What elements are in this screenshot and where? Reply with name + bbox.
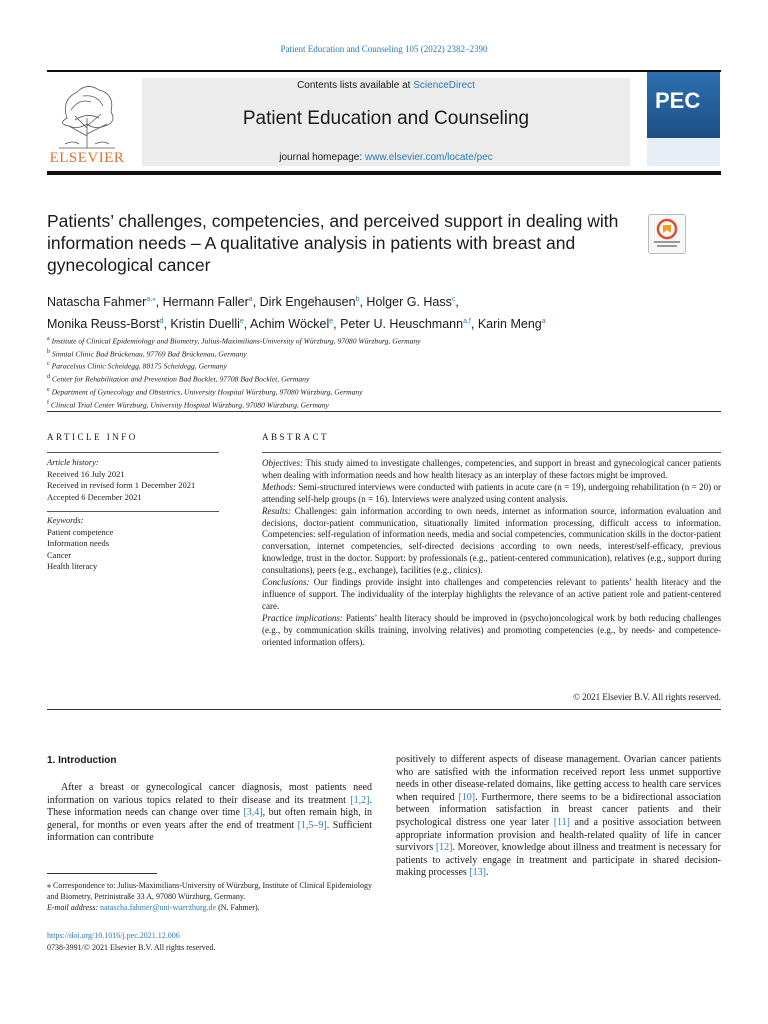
section-rule — [47, 411, 721, 412]
header-rule — [47, 70, 721, 72]
citation-link[interactable]: [10] — [458, 791, 476, 803]
author[interactable]: Dirk Engehausen$^b$ — [259, 295, 360, 310]
keyword: Cancer — [47, 549, 72, 560]
history-item: Received in revised form 1 December 2021 — [47, 480, 196, 490]
keywords — [47, 515, 219, 573]
journal-homepage-link[interactable]: www.elsevier.com/locate/pec — [364, 152, 493, 163]
author[interactable]: Natascha Fahmer$^{a,⁎}$ — [47, 295, 156, 310]
author[interactable]: Achim Wöckel$^e$ — [250, 317, 334, 332]
article-info-rule — [47, 511, 219, 512]
keyword: Information needs — [47, 538, 110, 548]
abstract-results: Results: Challenges: gain information according to own needs, internet as information source, information evaluation and decisions, doctor-patient communication, situationally limited information processing, difficult access to information. Competencies: self-regulation of information needs, media and social competencies, communication skills in the doctor-patient conversation, internet competencies, self-directed decisions according to own needs, interest/self-efficacy, previous knowledge, trust in the doctor. Support: by professionals (e.g., patient-centered communication), relatives (e.g., support during consultations), peers (e.g., exchange), facilities (e.g., clinics). — [262, 505, 721, 576]
page-footer — [47, 930, 372, 954]
paragraph: After a breast or gynecological cancer diagnosis, most patients need information on various topics related to their disease and its treatment [1,2]. These information needs can change over time [3,4], but often remain high, in general, for months or even years after the end of treatment [1,5–9]. Sufficient information can contribute — [47, 782, 372, 844]
journal-cover-title: PEC — [655, 88, 701, 113]
contents-line — [142, 80, 630, 91]
journal-homepage-line — [142, 152, 630, 163]
introduction-heading: 1. Introduction — [47, 755, 117, 766]
article-title: Patients’ challenges, competencies, and perceived support in dealing with information needs – A qualitative analysis in patients with breast and gynecological cancer — [47, 211, 619, 275]
check-updates-icon — [649, 215, 685, 253]
article-history — [47, 457, 219, 503]
header-rule-thick — [47, 171, 721, 175]
author[interactable]: Monika Reuss-Borst$^d$ — [47, 317, 164, 332]
doi-link[interactable]: https://doi.org/10.1016/j.pec.2021.12.006 — [47, 931, 180, 940]
citation-link[interactable]: [12] — [435, 842, 453, 854]
footnote-rule — [47, 873, 157, 874]
section-rule — [47, 709, 721, 710]
keyword: Health literacy — [47, 561, 98, 571]
author[interactable]: Peter U. Heuschmann$^{a,f}$ — [340, 317, 471, 332]
author[interactable]: Holger G. Hass$^c$ — [366, 295, 456, 310]
body-column-left — [47, 782, 372, 845]
author[interactable]: Hermann Faller$^a$ — [162, 295, 253, 310]
abstract-copyright: © 2021 Elsevier B.V. All rights reserved. — [573, 692, 721, 702]
body-column-right — [396, 754, 721, 880]
history-item: Accepted 6 December 2021 — [47, 491, 142, 502]
paragraph: positively to different aspects of disease management. Ovarian cancer patients who are satisfied with the information received report less unmet supportive needs in other disease-related domains, like getting access to health care services when required [10]. Furthermore, there seems to be a bidirectional association between information satisfaction in breast cancer patients and their psychological distress one year later [11] and a positive association between appropriate information provision and health-related quality of life in cancer survivors [12]. Moreover, knowledge about illness and treatment is necessary for patients to actively engage in treatment and participate in shared decision-making processes [13]. — [396, 754, 722, 879]
affiliation: $^d$ Center for Rehabilitation and Prevention Bad Bocklet, 97708 Bad Bocklet, Germany — [47, 374, 310, 384]
contents-prefix: Contents lists available at — [297, 80, 414, 91]
affiliation: $^f$ Clinical Trial Center Würzburg, University Hospital Würzburg, 97080 Würzburg, Germany — [47, 399, 329, 410]
affiliation: $^c$ Paracelsus Clinic Scheidegg, 88175 Scheidegg, Germany — [47, 361, 227, 371]
abstract-methods: Methods: Semi-structured interviews were conducted with patients in acute care (n = 19), undergoing rehabilitation (n = 20) or attending self-help groups (n = 16). Interviews were analyzed using content analysis. — [262, 481, 721, 504]
issn-line: 0738-3991/© 2021 Elsevier B.V. All rights reserved. — [47, 943, 216, 952]
abstract-body — [262, 458, 721, 649]
affiliation: $^a$ Institute of Clinical Epidemiology and Biometry, Julius-Maximilians-University of Würzburg, 97080 Würzburg, Germany — [47, 336, 421, 346]
sciencedirect-link[interactable]: ScienceDirect — [413, 80, 475, 91]
correspondence-footnote: ⁎ Correspondence to: Julius-Maximilians-University of Würzburg, Institute of Clinical Epidemiology and Biometry, Petrinistraße 33 A, 97080 Würzburg, Germany. E-mail address: natascha.fahmer@uni-wuerzburg.de (N. Fahmer). — [47, 881, 372, 912]
email-link[interactable]: natascha.fahmer@uni-wuerzburg.de — [100, 903, 217, 912]
affiliations — [47, 334, 721, 410]
journal-title: Patient Education and Counseling — [242, 108, 530, 129]
citation-link[interactable]: [3,4] — [243, 807, 263, 819]
citation-link[interactable]: [13] — [469, 867, 486, 879]
homepage-prefix: journal homepage: — [279, 152, 365, 163]
author[interactable]: Karin Meng$^a$ — [477, 317, 546, 332]
journal-cover-image[interactable] — [647, 72, 720, 166]
affiliation: $^e$ Department of Gynecology and Obstetrics, University Hospital Würzburg, 97080 Würzburg, Germany — [47, 386, 363, 397]
citation-link[interactable]: [1,2] — [350, 794, 370, 806]
abstract-heading: ABSTRACT — [262, 432, 330, 442]
journal-citation-link[interactable]: Patient Education and Counseling 105 (2022) 2382–2390 — [280, 44, 488, 54]
check-for-updates-button[interactable] — [648, 214, 686, 254]
elsevier-wordmark: ELSEVIER — [49, 150, 125, 166]
author[interactable]: Kristin Duelli$^e$ — [170, 317, 244, 332]
history-label: Article history: — [47, 457, 99, 467]
citation-link[interactable]: [1,5–9] — [297, 819, 327, 831]
keywords-label: Keywords: — [47, 515, 84, 525]
abstract-conclusions: Conclusions: Our findings provide insight into challenges and competencies relevant to patients’ health literacy and the influence of support. The individuality of the interplay highlights the relevance of an active patient role and patient-centered care. — [262, 577, 721, 611]
history-item: Received 16 July 2021 — [47, 468, 125, 479]
abstract-objectives: Objectives: This study aimed to investigate challenges, competencies, and support in breast and gynecological cancer patients when dealing with information needs and how health literacy as an interplay of these factors might be improved. — [262, 458, 721, 480]
article-info-heading: ARTICLE INFO — [47, 432, 138, 442]
abstract-practice-implications: Practice implications: Patients’ health literacy should be improved in (psycho)oncological work by both reducing challenges (e.g., by communication skills training, involving relatives) and promoting competencies (e.g., by needs- and competence-oriented information offers). — [262, 612, 722, 647]
affiliation: $^b$ Sinntal Clinic Bad Brückenau, 97769 Bad Brückenau, Germany — [47, 348, 247, 359]
citation-link[interactable]: [11] — [553, 816, 570, 828]
author-list: Natascha Fahmer$^{a,⁎}$, Hermann Faller$^a$, Dirk Engehausen$^b$, Holger G. Hass$^c$, Monika Reuss-Borst$^d$, Kristin Duelli$^e$, Achim Wöckel$^e$, Peter U. Heuschmann$^{a,f}$, Karin Meng$^a$ — [47, 295, 546, 332]
keyword: Patient competence — [47, 526, 114, 537]
abstract-rule — [262, 452, 721, 453]
article-info-rule — [47, 452, 219, 453]
